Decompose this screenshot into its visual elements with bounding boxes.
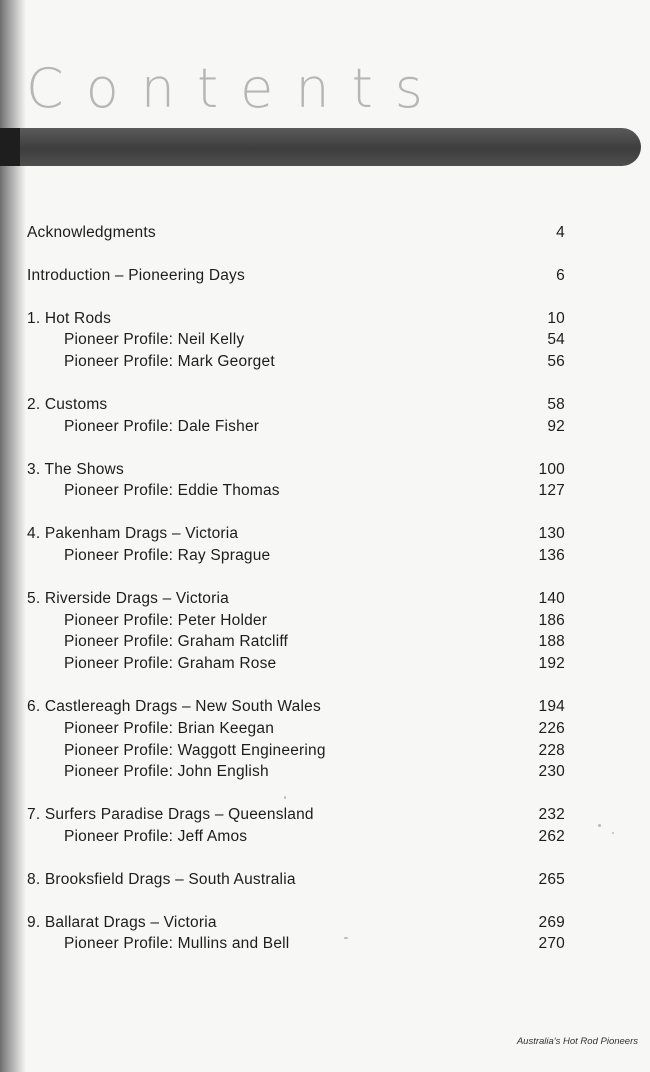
page-title: Contents	[26, 57, 445, 120]
running-footer: Australia's Hot Rod Pioneers	[516, 1036, 638, 1047]
toc-entry-label: Pioneer Profile: Peter Holder	[64, 611, 268, 629]
toc-chapter-entry[interactable]	[27, 696, 565, 718]
toc-page-number: 269	[538, 913, 565, 931]
toc-page-number: 54	[547, 331, 565, 349]
toc-entry-label: Acknowledgments	[27, 224, 156, 241]
toc-group	[27, 394, 565, 438]
table-of-contents	[27, 222, 565, 976]
paper-speck	[598, 824, 601, 827]
toc-chapter-entry[interactable]	[27, 869, 565, 891]
toc-profile-entry[interactable]	[27, 416, 565, 438]
toc-group	[27, 308, 565, 373]
toc-page-number: 56	[547, 353, 565, 371]
toc-profile-entry[interactable]	[27, 631, 565, 653]
toc-page-number: 140	[538, 589, 565, 607]
toc-page-number: 228	[538, 741, 565, 759]
toc-page-number: 194	[538, 697, 565, 715]
toc-group	[27, 265, 565, 287]
toc-entry-label: Pioneer Profile: Eddie Thomas	[64, 482, 280, 500]
toc-group	[27, 869, 565, 891]
toc-chapter-entry[interactable]	[27, 394, 565, 416]
toc-page-number: 232	[538, 806, 565, 824]
toc-page-number: 188	[538, 633, 565, 651]
toc-entry-label: Pioneer Profile: Mullins and Bell	[64, 935, 290, 953]
toc-entry-label: 8. Brooksfield Drags – South Australia	[27, 870, 296, 888]
title-rule-edge	[0, 128, 20, 166]
toc-page-number: 230	[538, 763, 565, 781]
toc-entry-label: Pioneer Profile: Mark Georget	[64, 353, 275, 371]
toc-profile-entry[interactable]	[27, 761, 565, 783]
toc-page-number: 270	[538, 935, 565, 953]
toc-entry-label: Pioneer Profile: Waggott Engineering	[64, 741, 326, 759]
toc-profile-entry[interactable]	[27, 480, 565, 502]
toc-page-number: 192	[538, 655, 565, 673]
toc-entry-label: 3. The Shows	[27, 460, 124, 478]
toc-group	[27, 459, 565, 503]
toc-entry-label: Introduction – Pioneering Days	[27, 266, 245, 284]
toc-page-number: 58	[547, 395, 565, 413]
toc-entry-label: Pioneer Profile: Graham Ratcliff	[64, 633, 289, 651]
toc-entry-label: Pioneer Profile: John English	[64, 763, 269, 781]
toc-profile-entry[interactable]	[27, 826, 565, 848]
toc-profile-entry[interactable]	[27, 329, 565, 351]
toc-chapter-entry[interactable]	[27, 804, 565, 826]
toc-chapter-entry[interactable]	[27, 588, 565, 610]
toc-entry-label: Pioneer Profile: Ray Sprague	[64, 546, 271, 564]
toc-profile-entry[interactable]	[27, 545, 565, 567]
toc-profile-entry[interactable]	[27, 610, 565, 632]
toc-profile-entry[interactable]	[27, 653, 565, 675]
toc-profile-entry[interactable]	[27, 740, 565, 762]
toc-chapter-entry[interactable]	[27, 912, 565, 934]
toc-entry-label: Pioneer Profile: Neil Kelly	[64, 331, 245, 349]
toc-page-number: 4	[556, 224, 565, 241]
toc-page-number: 186	[538, 611, 565, 629]
toc-chapter-entry[interactable]	[27, 222, 565, 244]
paper-speck	[344, 937, 348, 939]
toc-page-number: 136	[538, 546, 565, 564]
toc-entry-label: Pioneer Profile: Graham Rose	[64, 655, 277, 673]
toc-chapter-entry[interactable]	[27, 523, 565, 545]
toc-entry-label: 5. Riverside Drags – Victoria	[27, 589, 229, 607]
toc-profile-entry[interactable]	[27, 718, 565, 740]
toc-page-number: 127	[538, 482, 565, 500]
toc-group	[27, 912, 565, 956]
toc-entry-label: 2. Customs	[27, 395, 108, 413]
toc-entry-label: 7. Surfers Paradise Drags – Queensland	[27, 806, 314, 824]
paper-speck	[284, 796, 286, 799]
title-rule-bar	[0, 128, 641, 166]
toc-chapter-entry[interactable]	[27, 459, 565, 481]
toc-page-number: 130	[538, 525, 565, 543]
toc-profile-entry[interactable]	[27, 933, 565, 955]
paper-speck	[612, 832, 614, 834]
toc-page-number: 262	[538, 827, 565, 845]
toc-entry-label: 4. Pakenham Drags – Victoria	[27, 525, 239, 543]
toc-group	[27, 588, 565, 675]
toc-page-number: 226	[538, 719, 565, 737]
toc-profile-entry[interactable]	[27, 351, 565, 373]
toc-entry-label: Pioneer Profile: Jeff Amos	[64, 827, 248, 845]
toc-group	[27, 804, 565, 848]
toc-group	[27, 523, 565, 567]
toc-chapter-entry[interactable]	[27, 308, 565, 330]
toc-page-number: 6	[556, 266, 565, 284]
toc-page-number: 265	[538, 870, 565, 888]
toc-entry-label: 9. Ballarat Drags – Victoria	[27, 913, 217, 931]
toc-entry-label: Pioneer Profile: Dale Fisher	[64, 417, 260, 435]
toc-group	[27, 222, 565, 244]
toc-chapter-entry[interactable]	[27, 265, 565, 287]
toc-group	[27, 696, 565, 783]
toc-page-number: 100	[538, 460, 565, 478]
toc-entry-label: 1. Hot Rods	[27, 309, 112, 327]
toc-entry-label: 6. Castlereagh Drags – New South Wales	[27, 697, 321, 715]
toc-page-number: 92	[547, 417, 565, 435]
toc-page-number: 10	[547, 309, 565, 327]
toc-entry-label: Pioneer Profile: Brian Keegan	[64, 719, 275, 737]
